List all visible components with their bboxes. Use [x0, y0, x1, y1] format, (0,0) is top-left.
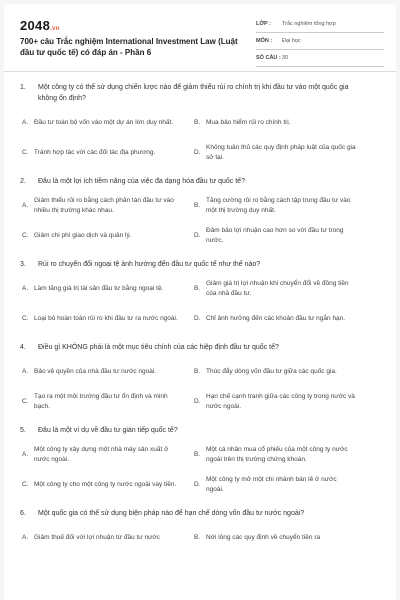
question-text-row: [20, 425, 380, 436]
question-number: 3.: [20, 261, 26, 268]
answer-option[interactable]: [192, 523, 364, 553]
option-letter: B.: [194, 368, 201, 375]
option-letter: D.: [194, 398, 201, 405]
answer-option[interactable]: [20, 304, 192, 334]
meta-info: [256, 16, 384, 67]
answer-option[interactable]: [192, 357, 364, 387]
option-text: Thúc đẩy dòng vốn đầu tư giữa các quốc gia.: [206, 368, 337, 375]
answer-option[interactable]: [20, 470, 192, 500]
answer-option[interactable]: [192, 138, 364, 168]
question-text: Một công ty có thể sử dụng chiến lược nào để giảm thiểu rủi ro chính trị khi đầu tư vào một quốc gia không ổn định?: [38, 84, 349, 102]
answer-options: [20, 357, 380, 417]
option-letter: C.: [22, 232, 29, 239]
answer-option[interactable]: [192, 304, 364, 334]
question-number: 6.: [20, 510, 26, 517]
answer-option[interactable]: [192, 108, 364, 138]
option-letter: A.: [22, 285, 29, 292]
question-text-row: [20, 508, 380, 519]
answer-option[interactable]: [20, 440, 192, 470]
option-letter: A.: [22, 451, 29, 458]
option-letter: D.: [194, 481, 201, 488]
answer-option[interactable]: [192, 274, 364, 304]
answer-options: [20, 440, 380, 500]
meta-value: 30: [282, 55, 289, 61]
meta-label: MÔN :: [256, 38, 273, 44]
answer-option[interactable]: [20, 357, 192, 387]
meta-row-count: [256, 50, 384, 67]
answer-option[interactable]: [20, 221, 192, 251]
question-text-row: [20, 342, 380, 353]
option-text: Loại bỏ hoàn toàn rủi ro khi đầu tư ra nước ngoài.: [34, 315, 178, 322]
option-text: Nới lỏng các quy định về chuyển tiền ra: [206, 534, 321, 541]
answer-option[interactable]: [20, 274, 192, 304]
question-text: Đâu là một lợi ích tiềm năng của việc đa dạng hóa đầu tư quốc tế?: [38, 178, 245, 185]
answer-option[interactable]: [20, 387, 192, 417]
meta-value: Đại học: [282, 38, 301, 44]
question-text-row: [20, 82, 380, 104]
option-text: Giảm giá trị lợi nhuận khi chuyển đổi về đồng tiền của nhà đầu tư.: [206, 280, 349, 297]
option-text: Bảo vệ quyền của nhà đầu tư nước ngoài.: [34, 368, 157, 375]
site-logo[interactable]: [20, 18, 60, 33]
question-text: Đâu là một ví dụ về đầu tư gián tiếp quốc tế?: [38, 427, 178, 434]
question-number: 1.: [20, 84, 26, 91]
meta-label: LỚP :: [256, 21, 271, 27]
answer-option[interactable]: [192, 440, 364, 470]
question-item: [20, 176, 380, 251]
answer-option[interactable]: [20, 523, 192, 553]
question-number: 5.: [20, 427, 26, 434]
question-number: 4.: [20, 344, 26, 351]
question-text-row: [20, 176, 380, 187]
option-letter: A.: [22, 202, 29, 209]
option-letter: B.: [194, 119, 201, 126]
option-text: Một công ty mở một chi nhánh bán lẻ ở nước ngoài.: [206, 476, 337, 493]
answer-option[interactable]: [20, 138, 192, 168]
option-letter: B.: [194, 451, 201, 458]
option-text: Hạn chế cạnh tranh giữa các công ty trong nước và nước ngoài.: [206, 393, 355, 410]
question-text: Điều gì KHÔNG phải là một mục tiêu chính của các hiệp định đầu tư quốc tế?: [38, 344, 279, 351]
question-list: [4, 72, 396, 553]
option-letter: C.: [22, 398, 29, 405]
option-letter: B.: [194, 285, 201, 292]
option-letter: D.: [194, 232, 201, 239]
meta-label: SỐ CÂU :: [256, 55, 281, 61]
option-letter: C.: [22, 149, 29, 156]
option-text: Mua bảo hiểm rủi ro chính trị.: [206, 119, 291, 126]
document-title: 700+ câu Trắc nghiệm International Investment Law (Luật đầu tư quốc tế) có đáp án - Phần 6: [20, 37, 238, 57]
option-text: Một công ty cho một công ty nước ngoài vay tiền.: [34, 481, 177, 488]
answer-option[interactable]: [192, 387, 364, 417]
answer-option[interactable]: [20, 108, 192, 138]
document-page: [4, 4, 396, 600]
option-text: Một công ty xây dựng một nhà máy sản xuất ở nước ngoài.: [34, 446, 169, 463]
option-letter: A.: [22, 119, 29, 126]
question-number: 2.: [20, 178, 26, 185]
option-letter: D.: [194, 315, 201, 322]
option-text: Tăng cường rủi ro bằng cách tập trung đầu tư vào một thị trường duy nhất.: [206, 197, 351, 214]
question-item: [20, 259, 380, 334]
answer-option[interactable]: [192, 470, 364, 500]
option-letter: C.: [22, 315, 29, 322]
option-text: Tránh hợp tác với các đối tác địa phương.: [34, 149, 156, 156]
option-text: Giảm thiểu rủi ro bằng cách phân tán đầu tư vào nhiều thị trường khác nhau.: [34, 197, 174, 214]
option-text: Một cá nhân mua cổ phiếu của một công ty nước ngoài trên thị trường chứng khoán.: [206, 446, 348, 463]
question-item: [20, 508, 380, 553]
document-header: [4, 4, 396, 72]
answer-options: [20, 191, 380, 251]
option-letter: A.: [22, 368, 29, 375]
answer-option[interactable]: [20, 191, 192, 221]
option-text: Đầu tư toàn bộ vốn vào một dự án lớn duy nhất.: [34, 119, 174, 126]
option-text: Làm tăng giá trị tài sản đầu tư bằng ngoại tệ.: [34, 285, 164, 292]
option-text: Đảm bảo lợi nhuận cao hơn so với đầu tư trong nước.: [206, 227, 344, 244]
option-text: Giảm chi phí giao dịch và quản lý.: [34, 232, 132, 239]
logo-suffix: .vn: [50, 26, 60, 32]
option-letter: B.: [194, 534, 201, 541]
answer-options: [20, 523, 380, 553]
question-text-row: [20, 259, 380, 270]
answer-option[interactable]: [192, 191, 364, 221]
option-text: Tạo ra một môi trường đầu tư ổn định và minh bạch.: [34, 393, 168, 410]
meta-value: Trắc nghiệm tổng hợp: [282, 21, 336, 27]
option-letter: B.: [194, 202, 201, 209]
option-letter: A.: [22, 534, 29, 541]
question-item: [20, 82, 380, 168]
option-text: Không tuân thủ các quy định pháp luật của quốc gia sở tại.: [206, 144, 356, 161]
option-text: Giảm thuế đối với lợi nhuận từ đầu tư nước: [34, 534, 160, 541]
question-text: Rủi ro chuyển đổi ngoại tệ ảnh hưởng đến đầu tư quốc tế như thế nào?: [38, 261, 261, 268]
question-item: [20, 425, 380, 500]
option-letter: C.: [22, 481, 29, 488]
meta-row-class: [256, 16, 384, 33]
question-item: [20, 342, 380, 417]
answer-option[interactable]: [192, 221, 364, 251]
option-letter: D.: [194, 149, 201, 156]
meta-row-subject: [256, 33, 384, 50]
option-text: Chỉ ảnh hưởng đến các khoản đầu tư ngắn hạn.: [206, 315, 346, 322]
logo-main: 2048: [20, 18, 51, 33]
answer-options: [20, 108, 380, 168]
answer-options: [20, 274, 380, 334]
question-text: Một quốc gia có thể sử dụng biện pháp nào để hạn chế dòng vốn đầu tư nước ngoài?: [38, 510, 305, 517]
